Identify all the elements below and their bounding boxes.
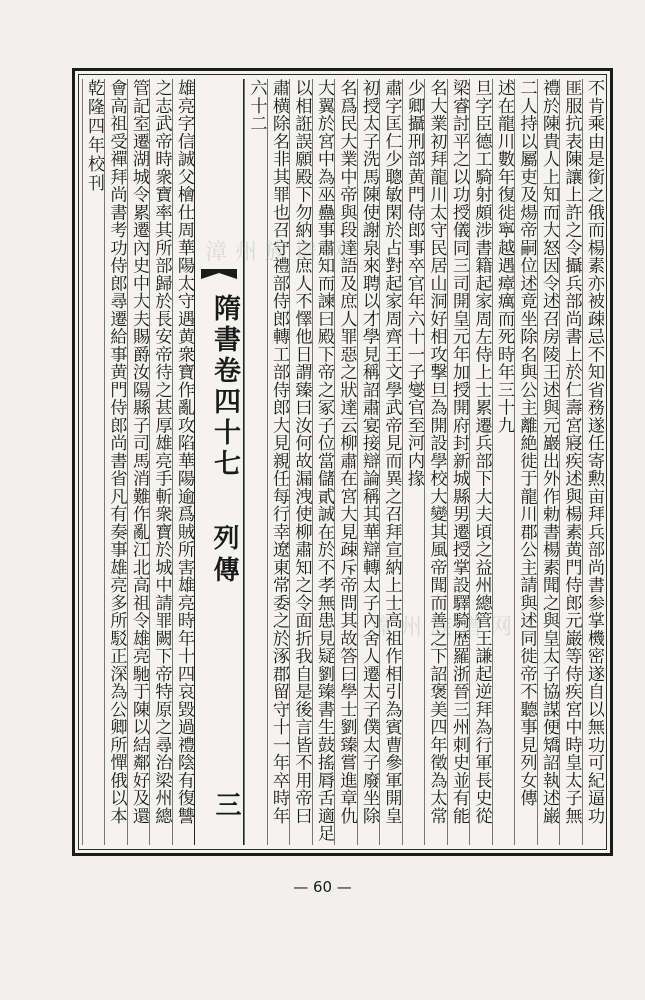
book-title: 隋書卷四十七	[209, 294, 240, 480]
text-column: 以相誑誤願殿下勿納之庶人不懌他日謂臻曰汝何故漏洩使柳肅知之令面折我自是後言皆不用帝曰	[289, 79, 312, 845]
leaf-number: 三	[211, 791, 241, 817]
text-column: 二人持以屬吏及煬帝嗣位述竟坐除名與公主離絶徙于龍川郡公主請與述同徙帝不聽事見列女傳	[514, 79, 537, 845]
text-column: 之志武帝時衆寶率其所部歸於長安帝待之甚厚雄亮手斬衆寶於城中請罪闕下帝特原之尋治梁州總	[149, 79, 172, 845]
section-title: 列傳	[209, 524, 239, 588]
text-column: 管記室遷湖城令累遷內史中大夫賜爵汝陽縣子司馬消難作亂江北高祖令雄亮馳于陳以結鄰好及還	[127, 79, 150, 845]
page-number: — 60 —	[293, 878, 352, 896]
text-column: 名爲民大業中帝與段達語及庶人罪惡之狀達云柳肅在宮大見疎斥帝問其故答曰學士劉臻嘗進章仇	[334, 79, 357, 845]
inner-border	[78, 74, 607, 850]
text-column: 六十二	[244, 79, 267, 845]
fishtail-mark-upper	[201, 269, 237, 283]
text-column: 會高祖受禪拜尚書考功侍郎尋遷給事黄門侍郎尚書省凡有奏事雄亮多所駁正深為公卿所憚俄以本	[104, 79, 127, 845]
text-column: 旦字臣德工騎射頗涉書籍起家周左侍上士累遷兵部下大夫頃之益州總管王謙起逆拜為行軍長史從	[469, 79, 492, 845]
text-column: 肅字匡仁少聰敏閑於占對起家周齊王文學武帝見而異之召拜宣納上士高祖作相引為賓曹參軍開皇	[379, 79, 402, 845]
text-column: 少卿攝刑部黄門侍郎事卒官年六十一子燮官至河内掾	[402, 79, 425, 845]
block-center-column	[194, 79, 244, 845]
text-column: 梁睿討平之以功授儀同三司開皇元年加授開府封新城縣男遷授掌設驛騎歴羅浙晉三州刺史並有能	[447, 79, 470, 845]
text-column: 初授太子洗馬陳使謝泉來聘以才學見稱詔肅宴接辯論稱其華辯轉太子內舍人遷太子僕太子廢坐除	[357, 79, 380, 845]
text-column: 大翼於宮中為巫蠱事肅知而諫曰殿下帝之冢子位當儲貳誠在於不孝無患見疑劉臻書生鼓搖脣舌適足	[312, 79, 335, 845]
text-column: 匪服抗表陳讓上許之令攝兵部尚書上於仁壽宮寢疾述與楊素黄門侍郎元巌等侍疾宮中時皇太子無	[559, 79, 582, 845]
text-column: 名大業初拜龍川太守民居山洞好相攻撃旦為開設學校大變其風帝聞而善之下詔褒美四年徵為太常	[424, 79, 447, 845]
text-column: 不肯乘由是銜之俄而楊素亦被疎忌不知省務遂任寄勲亩拜兵部尚書参掌機密遂自以無功可紀逼功	[582, 79, 605, 845]
text-columns	[79, 75, 606, 849]
page-frame	[72, 68, 613, 856]
text-column: 述在龍川數年復徙寧越遇瘴癘而死時年三十九	[492, 79, 515, 845]
colophon: 乾隆四年校刊	[82, 79, 105, 845]
text-column: 肅横除名非其罪也召守禮部侍郎轉工部侍郎大見親任每行幸遼東常委之於涿郡留守十一年卒時年	[267, 79, 290, 845]
text-column: 禮於陳貴人上知而大怒因令述召房陵王述與元巖出外作勅書楊素聞之與皇太子協謀便矯詔執述巌	[537, 79, 560, 845]
text-column: 雄亮字信誠父檜仕周華陽太守遇黄衆寶作亂攻陷華陽逾爲賊所害雄亮時年十四哀毀過禮陰有復讐	[172, 79, 195, 845]
watermark: 漳州族谱网	[370, 615, 521, 640]
watermark: 漳州族谱网	[205, 240, 356, 265]
